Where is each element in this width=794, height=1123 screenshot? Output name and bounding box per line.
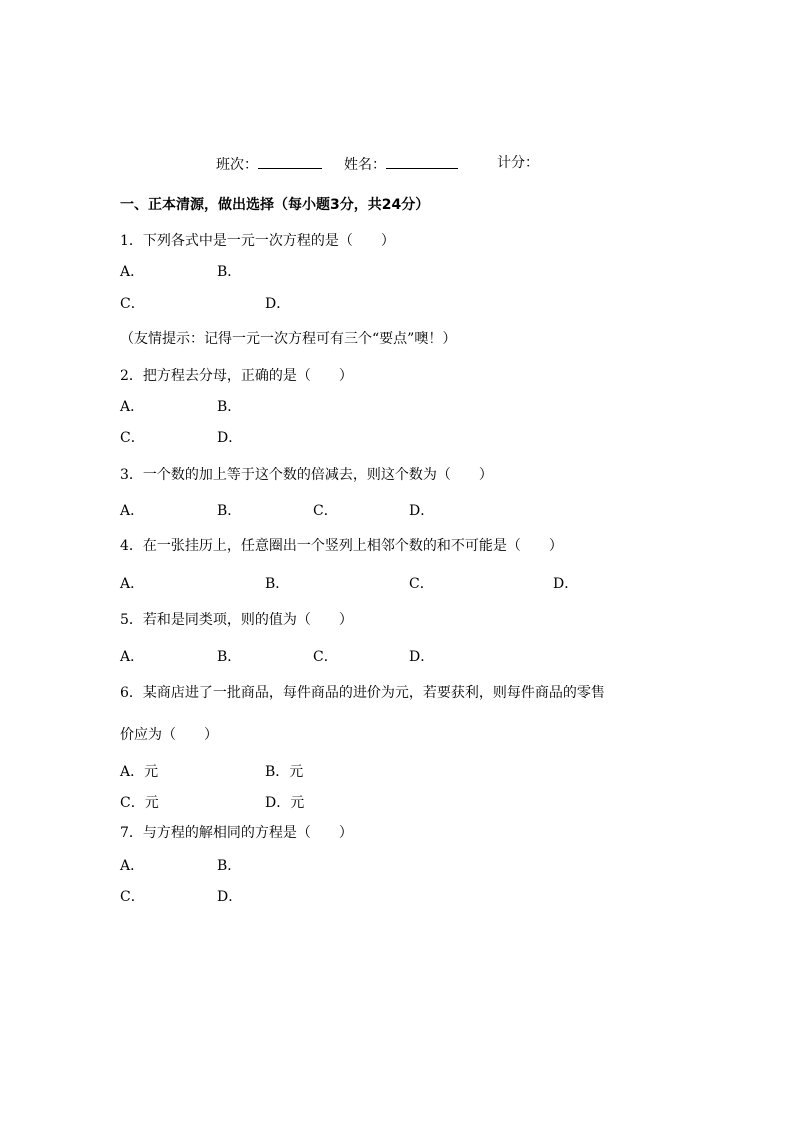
score-label: 计分： bbox=[497, 155, 539, 171]
q1-hint: （友情提示：记得一元一次方程可有三个“要点”噢！） bbox=[120, 331, 457, 347]
q4-option-b[interactable]: B． bbox=[265, 576, 290, 592]
q1-option-d[interactable]: D． bbox=[265, 296, 291, 312]
q6-option-d[interactable]: D．元 bbox=[265, 795, 305, 811]
name-blank[interactable] bbox=[386, 156, 458, 169]
q3-option-a[interactable]: A． bbox=[120, 503, 145, 519]
q7-option-d[interactable]: D． bbox=[217, 889, 243, 905]
class-label: 班次： bbox=[216, 157, 258, 173]
q2-option-c[interactable]: C． bbox=[120, 430, 145, 446]
q3-option-c[interactable]: C． bbox=[313, 503, 338, 519]
q5-option-a[interactable]: A． bbox=[120, 649, 145, 665]
question-6: 6．某商店进了一批商品，每件商品的进价为元，若要获利，则每件商品的零售 bbox=[120, 685, 605, 701]
q6-option-a[interactable]: A．元 bbox=[120, 764, 159, 780]
q4-option-d[interactable]: D． bbox=[553, 576, 579, 592]
q6-option-b[interactable]: B．元 bbox=[265, 764, 304, 780]
q2-option-a[interactable]: A． bbox=[120, 399, 145, 415]
q1-option-b[interactable]: B． bbox=[217, 264, 242, 280]
name-label: 姓名： bbox=[344, 157, 386, 173]
question-3: 3．一个数的加上等于这个数的倍减去，则这个数为（ ） bbox=[120, 467, 493, 483]
q5-option-b[interactable]: B． bbox=[217, 649, 242, 665]
q7-option-c[interactable]: C． bbox=[120, 889, 145, 905]
question-6-continued: 价应为（ ） bbox=[120, 727, 218, 743]
question-2: 2．把方程去分母，正确的是（ ） bbox=[120, 368, 353, 384]
q5-option-d[interactable]: D． bbox=[409, 649, 435, 665]
q3-option-b[interactable]: B． bbox=[217, 503, 242, 519]
q4-option-c[interactable]: C． bbox=[409, 576, 434, 592]
section-title: 一、正本清源，做出选择（每小题3分，共24分） bbox=[120, 197, 430, 213]
question-7: 7．与方程的解相同的方程是（ ） bbox=[120, 825, 353, 841]
q6-option-c[interactable]: C．元 bbox=[120, 795, 159, 811]
q7-option-b[interactable]: B． bbox=[217, 858, 242, 874]
name-field bbox=[344, 156, 458, 172]
class-field bbox=[216, 156, 322, 172]
question-5: 5．若和是同类项，则的值为（ ） bbox=[120, 612, 353, 628]
q4-option-a[interactable]: A． bbox=[120, 576, 145, 592]
q5-option-c[interactable]: C． bbox=[313, 649, 338, 665]
q2-option-d[interactable]: D． bbox=[217, 430, 243, 446]
question-1: 1．下列各式中是一元一次方程的是（ ） bbox=[120, 233, 395, 249]
q7-option-a[interactable]: A． bbox=[120, 858, 145, 874]
q1-option-c[interactable]: C． bbox=[120, 296, 145, 312]
question-4: 4．在一张挂历上，任意圈出一个竖列上相邻个数的和不可能是（ ） bbox=[120, 538, 563, 554]
q3-option-d[interactable]: D． bbox=[409, 503, 435, 519]
q2-option-b[interactable]: B． bbox=[217, 399, 242, 415]
class-blank[interactable] bbox=[258, 156, 322, 169]
q1-option-a[interactable]: A． bbox=[120, 264, 145, 280]
